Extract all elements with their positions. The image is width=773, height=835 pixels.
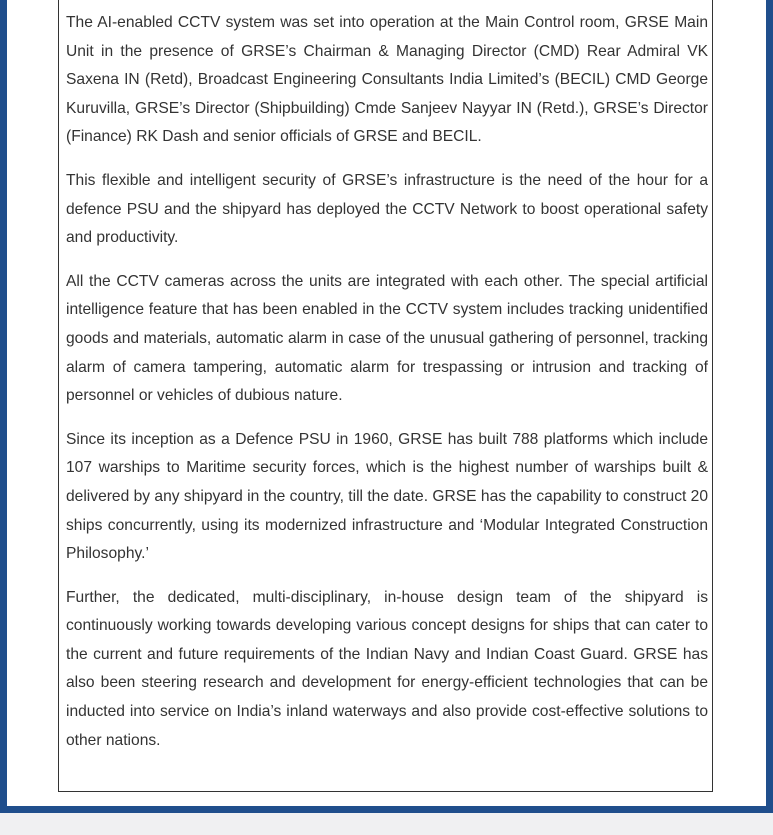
paragraph-grse-history: Since its inception as a Defence PSU in 1960, GRSE has built 788 platforms which include 107 warships to Maritime security forces, which is the highest number of warships built & delivered by any shipyard in the country, till the date. GRSE has the capability to construct 20 ships concurrently, using its modernized infrastructure and ‘Modular Integrated Construction Philosophy.’: [66, 430, 709, 563]
paragraph-cctv-launch: The AI-enabled CCTV system was set into operation at the Main Control room, GRSE Main Unit in the presence of GRSE’s Chairman & Managing Director (CMD) Rear Admiral VK Saxena IN (Retd), Broadcast Engineering Consultants India Limited’s (BECIL) CMD George Kuruvilla, GRSE’s Director (Shipbuilding) Cmde Sanjeev Nayyar IN (Retd.), GRSE’s Director (Finance) RK Dash and senior officials of GRSE and BECIL.: [66, 14, 708, 146]
paragraph-security-need: This flexible and intelligent security of GRSE’s infrastructure is the need of the hour for a defence PSU and the shipyard has deployed the CCTV Network to boost operational safety and productivity.: [66, 171, 708, 247]
frame-left-border: [0, 0, 7, 812]
frame-bottom-border: [0, 806, 773, 813]
frame-right-border: [766, 0, 773, 812]
article-body: [66, 9, 708, 770]
page-footer-area: [0, 813, 773, 835]
paragraph-design-team: Further, the dedicated, multi-disciplinary, in-house design team of the shipyard is continuously working towards developing various concept designs for ships that can cater to the current and future requirements of the Indian Navy and Indian Coast Guard. GRSE has also been steering research and development for energy-efficient technologies that can be inducted into service on India’s inland waterways and also provide cost-effective solutions to other nations.: [66, 588, 708, 749]
paragraph-ai-features: All the CCTV cameras across the units are integrated with each other. The special artificial intelligence feature that has been enabled in the CCTV system includes tracking unidentified goods and materials, automatic alarm in case of the unusual gathering of personnel, tracking alarm of camera tampering, automatic alarm for trespassing or intrusion and tracking of personnel or vehicles of dubious nature.: [66, 272, 708, 405]
